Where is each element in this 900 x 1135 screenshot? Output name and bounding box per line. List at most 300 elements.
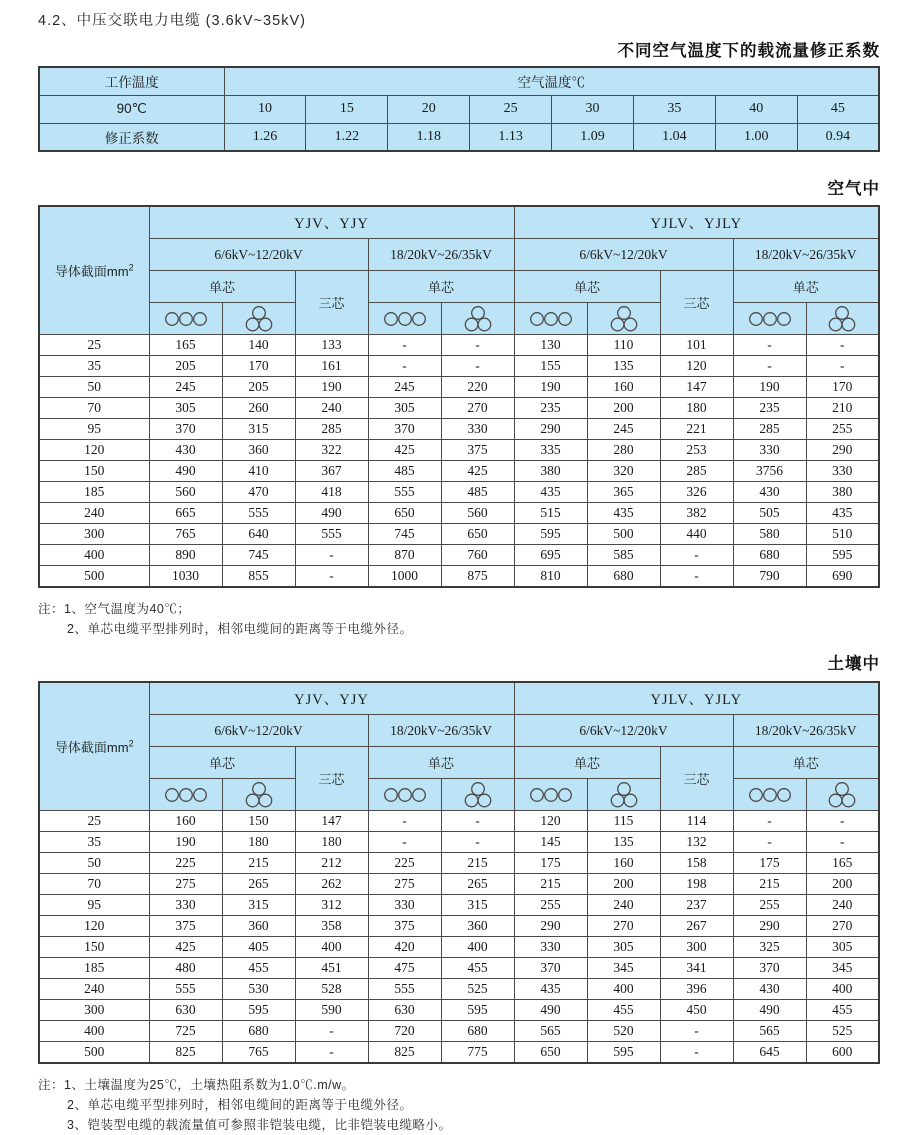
conductor-size-cell: 400: [39, 545, 149, 566]
conductor-size-cell: 95: [39, 419, 149, 440]
ampacity-cell: -: [733, 356, 806, 377]
ampacity-cell: 1000: [368, 566, 441, 588]
ampacity-cell: 435: [806, 503, 879, 524]
ampacity-cell: -: [806, 811, 879, 832]
flat-formation-icon: [149, 303, 222, 335]
table-row: [39, 832, 879, 853]
ampacity-cell: 370: [733, 958, 806, 979]
temperature-cell: 20: [388, 95, 470, 123]
ampacity-cell: 330: [368, 895, 441, 916]
ampacity-cell: 810: [514, 566, 587, 588]
ampacity-cell: 161: [295, 356, 368, 377]
ampacity-cell: 330: [514, 937, 587, 958]
table-row: [39, 979, 879, 1000]
page: [38, 0, 880, 1135]
ampacity-cell: 245: [587, 419, 660, 440]
ampacity-cell: 870: [368, 545, 441, 566]
ampacity-cell: 455: [587, 1000, 660, 1021]
ampacity-cell: 320: [587, 461, 660, 482]
ampacity-cell: 650: [514, 1042, 587, 1064]
soil-ampacity-table: [38, 681, 880, 1064]
ampacity-cell: 290: [733, 916, 806, 937]
ampacity-cell: 212: [295, 853, 368, 874]
ampacity-cell: 435: [587, 503, 660, 524]
ampacity-cell: 275: [368, 874, 441, 895]
conductor-size-cell: 300: [39, 524, 149, 545]
ampacity-cell: -: [660, 1021, 733, 1042]
ampacity-cell: 165: [806, 853, 879, 874]
ampacity-cell: 640: [222, 524, 295, 545]
ampacity-cell: 290: [514, 419, 587, 440]
air-table-header: [39, 206, 879, 335]
table-row: [39, 398, 879, 419]
ampacity-cell: 330: [149, 895, 222, 916]
three-core-header: 三芯: [295, 747, 368, 811]
conductor-section-header: 导体截面$mm^2$: [39, 682, 149, 811]
ampacity-cell: 255: [733, 895, 806, 916]
ampacity-cell: 345: [587, 958, 660, 979]
ampacity-cell: 825: [368, 1042, 441, 1064]
ampacity-cell: 595: [222, 1000, 295, 1021]
ampacity-cell: 490: [733, 1000, 806, 1021]
ampacity-cell: 265: [441, 874, 514, 895]
ampacity-cell: 1030: [149, 566, 222, 588]
ampacity-cell: -: [733, 335, 806, 356]
conductor-size-cell: 50: [39, 377, 149, 398]
table-row: [39, 335, 879, 356]
conductor-size-cell: 150: [39, 937, 149, 958]
ampacity-cell: 725: [149, 1021, 222, 1042]
ampacity-cell: 325: [733, 937, 806, 958]
trefoil-formation-icon: [222, 779, 295, 811]
conductor-size-cell: 150: [39, 461, 149, 482]
ampacity-cell: 240: [806, 895, 879, 916]
ampacity-cell: 645: [733, 1042, 806, 1064]
conductor-size-cell: 70: [39, 874, 149, 895]
note-line: 3、铠装型电缆的载流量值可参照非铠装电缆，比非铠装电缆略小。: [67, 1118, 452, 1132]
conductor-size-cell: 120: [39, 916, 149, 937]
ampacity-cell: 130: [514, 335, 587, 356]
ampacity-cell: 170: [222, 356, 295, 377]
ampacity-cell: 425: [149, 937, 222, 958]
ampacity-cell: 312: [295, 895, 368, 916]
ampacity-cell: 775: [441, 1042, 514, 1064]
coefficient-cell: 1.00: [715, 123, 797, 151]
ampacity-cell: 680: [733, 545, 806, 566]
table-row: [39, 95, 879, 123]
note-line: 2、单芯电缆平型排列时，相邻电缆间的距离等于电缆外径。: [67, 1098, 413, 1112]
voltage-high-header: 18/20kV~26/35kV: [368, 239, 514, 271]
ampacity-cell: 380: [806, 482, 879, 503]
ampacity-cell: 322: [295, 440, 368, 461]
ampacity-cell: 326: [660, 482, 733, 503]
ampacity-cell: 400: [587, 979, 660, 1000]
ampacity-cell: 270: [587, 916, 660, 937]
ampacity-cell: 190: [514, 377, 587, 398]
ampacity-cell: 380: [514, 461, 587, 482]
ampacity-cell: 305: [149, 398, 222, 419]
ampacity-cell: -: [295, 545, 368, 566]
ampacity-cell: 528: [295, 979, 368, 1000]
ampacity-cell: 285: [660, 461, 733, 482]
ampacity-cell: 3756: [733, 461, 806, 482]
ampacity-cell: -: [806, 335, 879, 356]
table-row: [39, 853, 879, 874]
ampacity-cell: 305: [806, 937, 879, 958]
ampacity-cell: 215: [733, 874, 806, 895]
three-core-header: 三芯: [660, 747, 733, 811]
ampacity-cell: 315: [441, 895, 514, 916]
soil-table-notes: [38, 1075, 880, 1135]
ampacity-cell: 760: [441, 545, 514, 566]
coefficient-cell: 1.04: [633, 123, 715, 151]
ampacity-cell: 335: [514, 440, 587, 461]
ampacity-cell: 425: [441, 461, 514, 482]
table-row: [39, 356, 879, 377]
ampacity-cell: -: [733, 811, 806, 832]
ampacity-cell: 225: [368, 853, 441, 874]
single-core-header: 单芯: [514, 747, 660, 779]
voltage-low-header: 6/6kV~12/20kV: [149, 239, 368, 271]
ampacity-cell: 175: [733, 853, 806, 874]
ampacity-cell: 145: [514, 832, 587, 853]
air-temp-label: 空气温度℃: [224, 67, 879, 95]
ampacity-cell: -: [806, 832, 879, 853]
ampacity-cell: 490: [295, 503, 368, 524]
ampacity-cell: 455: [441, 958, 514, 979]
ampacity-cell: 225: [149, 853, 222, 874]
ampacity-cell: 555: [149, 979, 222, 1000]
ampacity-cell: 505: [733, 503, 806, 524]
ampacity-cell: 290: [514, 916, 587, 937]
ampacity-cell: 110: [587, 335, 660, 356]
conductor-size-cell: 70: [39, 398, 149, 419]
ampacity-cell: -: [660, 545, 733, 566]
note-line: 2、单芯电缆平型排列时，相邻电缆间的距离等于电缆外径。: [67, 622, 413, 636]
single-core-header: 单芯: [733, 747, 879, 779]
ampacity-cell: 370: [368, 419, 441, 440]
voltage-low-header: 6/6kV~12/20kV: [149, 715, 368, 747]
ampacity-cell: 430: [733, 482, 806, 503]
ampacity-cell: 262: [295, 874, 368, 895]
ampacity-cell: 650: [368, 503, 441, 524]
coefficient-cell: 1.09: [552, 123, 634, 151]
table-row: [39, 482, 879, 503]
ampacity-cell: 235: [514, 398, 587, 419]
trefoil-formation-icon: [806, 779, 879, 811]
ampacity-cell: 430: [733, 979, 806, 1000]
single-core-header: 单芯: [368, 747, 514, 779]
ampacity-cell: 285: [733, 419, 806, 440]
ampacity-cell: 690: [806, 566, 879, 588]
ampacity-cell: 580: [733, 524, 806, 545]
ampacity-cell: 405: [222, 937, 295, 958]
ampacity-cell: 790: [733, 566, 806, 588]
coefficient-cell: 1.22: [306, 123, 388, 151]
ampacity-cell: 565: [733, 1021, 806, 1042]
ampacity-cell: 300: [660, 937, 733, 958]
air-ampacity-table: [38, 205, 880, 588]
ampacity-cell: 375: [368, 916, 441, 937]
voltage-high-header: 18/20kV~26/35kV: [733, 239, 879, 271]
flat-formation-icon: [733, 779, 806, 811]
ampacity-cell: 115: [587, 811, 660, 832]
ampacity-cell: 420: [368, 937, 441, 958]
ampacity-cell: -: [806, 356, 879, 377]
coefficient-cell: 1.13: [470, 123, 552, 151]
ampacity-cell: 765: [149, 524, 222, 545]
table-row: [39, 895, 879, 916]
cable-group-yjv: YJV、YJY: [149, 682, 514, 715]
ampacity-cell: 200: [806, 874, 879, 895]
ampacity-cell: 425: [368, 440, 441, 461]
ampacity-cell: 825: [149, 1042, 222, 1064]
ampacity-cell: -: [295, 566, 368, 588]
conductor-size-cell: 25: [39, 811, 149, 832]
ampacity-cell: 147: [295, 811, 368, 832]
temperature-cell: 10: [224, 95, 306, 123]
table-row: [39, 67, 879, 95]
ampacity-cell: 440: [660, 524, 733, 545]
ampacity-cell: 485: [441, 482, 514, 503]
ampacity-cell: -: [295, 1021, 368, 1042]
ampacity-cell: 220: [441, 377, 514, 398]
conductor-size-cell: 185: [39, 482, 149, 503]
ampacity-cell: 650: [441, 524, 514, 545]
ampacity-cell: 101: [660, 335, 733, 356]
coefficient-cell: 1.18: [388, 123, 470, 151]
ampacity-cell: 205: [149, 356, 222, 377]
note-line: 注：1、空气温度为40℃；: [38, 602, 191, 616]
ampacity-cell: 595: [587, 1042, 660, 1064]
ampacity-cell: -: [441, 335, 514, 356]
ampacity-cell: 210: [806, 398, 879, 419]
ampacity-cell: 745: [222, 545, 295, 566]
ampacity-cell: 270: [806, 916, 879, 937]
ampacity-cell: -: [368, 356, 441, 377]
ampacity-cell: 375: [441, 440, 514, 461]
cable-group-yjlv: YJLV、YJLY: [514, 206, 879, 239]
ampacity-cell: 530: [222, 979, 295, 1000]
flat-formation-icon: [368, 779, 441, 811]
coeff-label: 修正系数: [39, 123, 224, 151]
table-row: [39, 1042, 879, 1064]
ampacity-cell: -: [368, 832, 441, 853]
ampacity-cell: 190: [733, 377, 806, 398]
flat-formation-icon: [514, 303, 587, 335]
ampacity-cell: 525: [441, 979, 514, 1000]
ampacity-cell: 253: [660, 440, 733, 461]
flat-formation-icon: [368, 303, 441, 335]
ampacity-cell: 305: [368, 398, 441, 419]
temperature-cell: 15: [306, 95, 388, 123]
ampacity-cell: 451: [295, 958, 368, 979]
table-row: [39, 779, 879, 811]
ampacity-cell: 720: [368, 1021, 441, 1042]
flat-formation-icon: [149, 779, 222, 811]
ampacity-cell: 158: [660, 853, 733, 874]
ampacity-cell: 560: [149, 482, 222, 503]
ampacity-cell: 765: [222, 1042, 295, 1064]
ampacity-cell: 630: [368, 1000, 441, 1021]
ampacity-cell: 290: [806, 440, 879, 461]
ampacity-cell: 180: [295, 832, 368, 853]
ampacity-cell: 260: [222, 398, 295, 419]
voltage-low-header: 6/6kV~12/20kV: [514, 715, 733, 747]
single-core-header: 单芯: [149, 747, 295, 779]
ampacity-cell: 680: [222, 1021, 295, 1042]
conductor-section-header: 导体截面$mm^2$: [39, 206, 149, 335]
table-row: [39, 377, 879, 398]
ampacity-cell: 370: [149, 419, 222, 440]
three-core-header: 三芯: [660, 271, 733, 335]
ampacity-cell: 695: [514, 545, 587, 566]
work-temp-label: 工作温度: [39, 67, 224, 95]
conductor-size-cell: 120: [39, 440, 149, 461]
ampacity-cell: 190: [295, 377, 368, 398]
ampacity-cell: 680: [441, 1021, 514, 1042]
ampacity-cell: 400: [441, 937, 514, 958]
ampacity-cell: 455: [222, 958, 295, 979]
page-title: 4.2、中压交联电力电缆 (3.6kV~35kV): [38, 13, 306, 29]
ampacity-cell: 135: [587, 356, 660, 377]
ampacity-cell: 160: [149, 811, 222, 832]
temperature-cell: 35: [633, 95, 715, 123]
table-row: [39, 715, 879, 747]
trefoil-formation-icon: [441, 303, 514, 335]
ampacity-cell: 520: [587, 1021, 660, 1042]
ampacity-cell: 555: [368, 482, 441, 503]
ampacity-cell: 595: [806, 545, 879, 566]
ampacity-cell: 565: [514, 1021, 587, 1042]
ampacity-cell: 490: [514, 1000, 587, 1021]
single-core-header: 单芯: [149, 271, 295, 303]
ampacity-cell: 360: [441, 916, 514, 937]
trefoil-formation-icon: [441, 779, 514, 811]
conductor-size-cell: 500: [39, 1042, 149, 1064]
ampacity-cell: 215: [222, 853, 295, 874]
ampacity-cell: 382: [660, 503, 733, 524]
ampacity-cell: 235: [733, 398, 806, 419]
ampacity-cell: 410: [222, 461, 295, 482]
single-core-header: 单芯: [733, 271, 879, 303]
table-row: [39, 271, 879, 303]
ampacity-cell: 450: [660, 1000, 733, 1021]
conductor-size-cell: 50: [39, 853, 149, 874]
ampacity-cell: 150: [222, 811, 295, 832]
ampacity-cell: 510: [806, 524, 879, 545]
temperature-cell: 45: [797, 95, 879, 123]
ampacity-cell: 330: [806, 461, 879, 482]
conductor-size-cell: 240: [39, 503, 149, 524]
ampacity-cell: 418: [295, 482, 368, 503]
coefficient-cell: 1.26: [224, 123, 306, 151]
conductor-size-cell: 500: [39, 566, 149, 588]
ampacity-cell: 400: [806, 979, 879, 1000]
ampacity-cell: 165: [149, 335, 222, 356]
table-row: [39, 1000, 879, 1021]
ampacity-cell: 215: [441, 853, 514, 874]
ampacity-cell: 875: [441, 566, 514, 588]
ampacity-cell: 120: [660, 356, 733, 377]
ampacity-cell: 560: [441, 503, 514, 524]
ampacity-cell: 360: [222, 916, 295, 937]
ampacity-cell: 435: [514, 482, 587, 503]
conductor-size-cell: 35: [39, 832, 149, 853]
ampacity-cell: 470: [222, 482, 295, 503]
ampacity-cell: -: [368, 811, 441, 832]
ampacity-cell: 890: [149, 545, 222, 566]
ampacity-cell: 855: [222, 566, 295, 588]
table-row: [39, 566, 879, 588]
table-row: [39, 461, 879, 482]
voltage-high-header: 18/20kV~26/35kV: [733, 715, 879, 747]
voltage-low-header: 6/6kV~12/20kV: [514, 239, 733, 271]
trefoil-formation-icon: [587, 779, 660, 811]
ampacity-cell: 215: [514, 874, 587, 895]
coefficient-cell: 0.94: [797, 123, 879, 151]
ampacity-cell: -: [441, 356, 514, 377]
ampacity-cell: 455: [806, 1000, 879, 1021]
ampacity-cell: 135: [587, 832, 660, 853]
table-row: [39, 239, 879, 271]
flat-formation-icon: [514, 779, 587, 811]
ampacity-cell: 285: [295, 419, 368, 440]
table-row: [39, 682, 879, 715]
ampacity-cell: 595: [441, 1000, 514, 1021]
ampacity-cell: 590: [295, 1000, 368, 1021]
ampacity-cell: 240: [587, 895, 660, 916]
ampacity-cell: 198: [660, 874, 733, 895]
ampacity-cell: 132: [660, 832, 733, 853]
ampacity-cell: 315: [222, 895, 295, 916]
cable-group-yjlv: YJLV、YJLY: [514, 682, 879, 715]
ampacity-cell: 200: [587, 874, 660, 895]
ampacity-cell: 170: [806, 377, 879, 398]
table-row: [39, 206, 879, 239]
conductor-size-cell: 400: [39, 1021, 149, 1042]
temperature-cell: 40: [715, 95, 797, 123]
ampacity-cell: 280: [587, 440, 660, 461]
ampacity-cell: 370: [514, 958, 587, 979]
conductor-size-cell: 95: [39, 895, 149, 916]
ampacity-cell: 200: [587, 398, 660, 419]
soil-table-header: [39, 682, 879, 811]
ampacity-cell: -: [368, 335, 441, 356]
ampacity-cell: 240: [295, 398, 368, 419]
ampacity-cell: 175: [514, 853, 587, 874]
table-row: [39, 937, 879, 958]
trefoil-formation-icon: [587, 303, 660, 335]
ampacity-cell: 237: [660, 895, 733, 916]
conductor-size-cell: 35: [39, 356, 149, 377]
ampacity-cell: 555: [295, 524, 368, 545]
table-row: [39, 503, 879, 524]
ampacity-cell: 120: [514, 811, 587, 832]
ampacity-cell: 475: [368, 958, 441, 979]
ampacity-cell: 555: [368, 979, 441, 1000]
ampacity-cell: 275: [149, 874, 222, 895]
ampacity-cell: 245: [368, 377, 441, 398]
ampacity-cell: 221: [660, 419, 733, 440]
conductor-size-cell: 300: [39, 1000, 149, 1021]
ampacity-cell: 155: [514, 356, 587, 377]
ampacity-cell: 330: [733, 440, 806, 461]
air-table-body: [39, 335, 879, 588]
ampacity-cell: 133: [295, 335, 368, 356]
ampacity-cell: 585: [587, 545, 660, 566]
ampacity-cell: 360: [222, 440, 295, 461]
